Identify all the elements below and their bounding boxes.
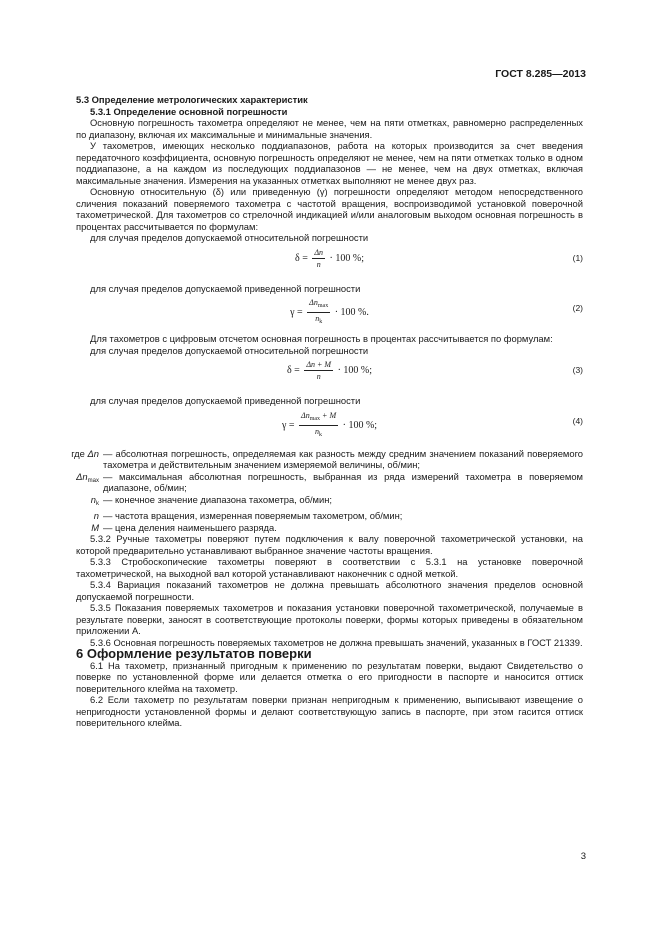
legend-term: $\Delta n_{max}$ — [76, 470, 99, 484]
paragraph-5-3-2: 5.3.2 Ручные тахометры поверяют путем подключения к валу поверочной тахометрической установки, на которой предварительно устанавливают выбранное значение частоты вращения. — [76, 533, 583, 556]
formula-intro: для случая пределов допускаемой приведенной погрешности — [90, 395, 361, 406]
paragraph: Основную относительную (δ) или приведенную (γ) погрешности определяют методом непосредственного сличения показаний поверяемого тахометра с частотой вращения, воспроизводимой установкой поверочной тахометрической. Для тахометров со стрелочной индикацией и/или аналоговым выходом основная погрешность в процентах рассчитывается по формулам: — [76, 186, 583, 232]
paragraph-5-3-6: 5.3.6 Основная погрешность поверяемых тахометров не должна превышать значений, указанных в ГОСТ 21339. — [90, 636, 583, 648]
formula-intro: для случая пределов допускаемой относительной погрешности — [90, 344, 369, 356]
legend-desc: — цена деления наименьшего разряда. — [103, 521, 277, 533]
variables-legend — [49, 448, 583, 534]
paragraph-5-3-3: 5.3.3 Стробоскопические тахометры поверяют в соответствии с 5.3.1 на установке поверочной тахометрической, на выходной вал которой устанавливают наконечник с одной меткой. — [76, 556, 583, 579]
formula-1-denominator: n — [316, 259, 321, 269]
paragraph-6-1: 6.1 На тахометр, признанный пригодным к применению по результатам поверки, выдают Свидетельство о поверке по установленной форме или делается отметка о его пригодности в паспорте и наносится оттиск поверительного клейма на тахометр. — [76, 659, 583, 694]
formula-3-number: (3) — [572, 365, 583, 375]
legend-term: где Δn — [71, 447, 99, 459]
paragraph-6-2: 6.2 Если тахометр по результатам поверки признан непригодным к применению, выписывают извещение о непригодности установленной формы и делают соответствующую запись в паспорте, при этом гасится оттиск поверительного клейма. — [76, 694, 583, 728]
paragraph: Для тахометров с цифровым отсчетом основная погрешность в процентах рассчитывается по формулам: — [90, 333, 553, 344]
formula-3: δ = $\frac{\Delta n + M}{n}$ · 100 %; (3) — [286, 360, 583, 381]
formula-2: γ = $\frac{\Delta n_{max}}{n_k}$ · 100 %. (2) — [290, 298, 583, 325]
formula-4: γ = $\frac{\Delta n_{max} + M}{n_k}$ · 100 %; (4) — [281, 410, 583, 438]
formula-1-numerator: Δn — [314, 247, 324, 257]
paragraph: Основную погрешность тахометра определяют не менее, чем на пяти отметках, равномерно распределенных по диапазону, включая их максимальные и минимальные значения. — [76, 117, 583, 140]
paragraph-5-3-5: 5.3.5 Показания поверяемых тахометров и показания установки поверочной тахометрической, получаемые в результате поверки, заносят в соответствующие протоколы поверки, формы которых приведены в обязательном приложении А. — [76, 602, 583, 636]
page-content — [71, 94, 583, 729]
legend-desc: — частота вращения, измеренная поверяемым тахометром, об/мин; — [103, 510, 403, 521]
formula-4-number: (4) — [572, 415, 583, 426]
formula-1: δ = $\frac{\Delta n}{n}$ · 100 %; (1) — [294, 247, 583, 269]
section-5-3-title: 5.3 Определение метрологических характеристик — [76, 94, 308, 105]
legend-desc: — конечное значение диапазона тахометра, об/мин; — [103, 493, 333, 505]
legend-desc: — абсолютная погрешность, определяемая как разность между средним значением показаний поверяемого тахометра и действительным значением измеряемой величины, об/мин; — [103, 447, 583, 470]
legend-term: $n_k$ — [90, 493, 99, 507]
paragraph-5-3-4: 5.3.4 Вариация показаний тахометров не должна превышать абсолютного значения пределов основной допускаемой погрешности. — [76, 579, 583, 602]
formula-1-number: (1) — [572, 252, 583, 263]
legend-desc: — максимальная абсолютная погрешность, выбранная из ряда измерений тахометра в поверяемом диапазоне, об/мин; — [103, 470, 583, 493]
document-code: ГОСТ 8.285—2013 — [495, 68, 586, 80]
legend-term: n — [93, 510, 99, 521]
legend-term: M — [91, 521, 99, 533]
formula-intro: для случая пределов допускаемой приведенной погрешности — [90, 282, 361, 294]
page-number: 3 — [580, 851, 586, 862]
paragraph: У тахометров, имеющих несколько поддиапазонов, работа на которых производится за счет введения передаточного коэффициента, основную погрешность определяют не менее, чем на пяти отметках только в одном поддиапазоне, а на каждом из последующих поддиапазонов — не менее, чем на двух отметках, включая максимальные значения. Измерения на указанных отметках выполняют не менее двух раз. — [76, 140, 583, 186]
subsection-5-3-1-title: 5.3.1 Определение основной погрешности — [90, 105, 288, 117]
section-6-title: 6 Оформление результатов поверки — [76, 646, 312, 661]
formula-intro: для случая пределов допускаемой относительной погрешности — [90, 232, 369, 243]
formula-2-number: (2) — [572, 303, 583, 313]
